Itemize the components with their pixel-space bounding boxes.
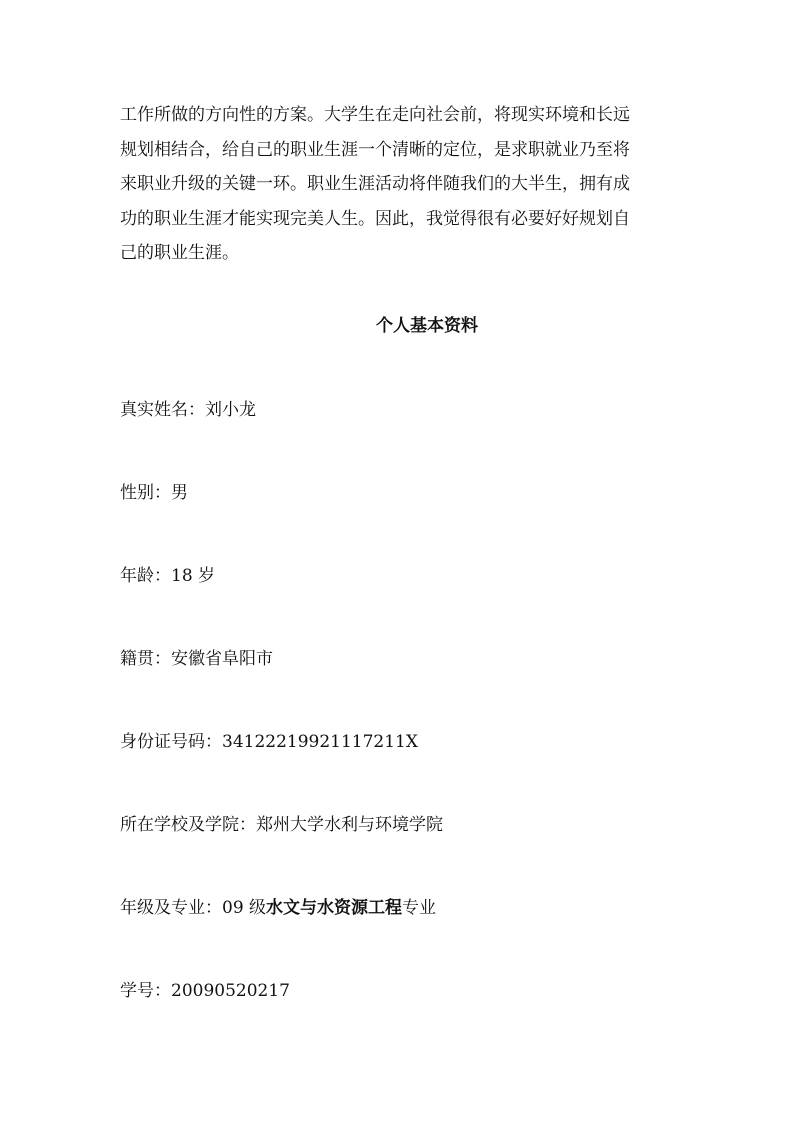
- field-id-number: [120, 728, 418, 756]
- field-value-major: 水文与水资源工程: [266, 898, 403, 918]
- field-label: 年级及专业：: [120, 898, 222, 918]
- field-value: 安徽省阜阳市: [171, 649, 273, 669]
- intro-line: 功的职业生涯才能实现完美人生。因此，我觉得很有必要好好规划自: [120, 208, 630, 229]
- intro-line: 己的职业生涯。: [120, 243, 239, 263]
- field-label: 所在学校及学院：: [120, 815, 256, 835]
- field-value-prefix: 09 级: [222, 898, 267, 918]
- field-value: 18 岁: [171, 566, 216, 586]
- field-label: 性别：: [120, 483, 171, 503]
- field-label: 真实姓名：: [120, 400, 205, 420]
- field-label: 年龄：: [120, 566, 171, 586]
- field-value: 刘小龙: [205, 400, 256, 420]
- field-school: [120, 811, 443, 839]
- field-gender: [120, 479, 188, 507]
- field-value-suffix: 专业: [402, 898, 437, 918]
- section-title: 个人基本资料: [376, 316, 478, 336]
- field-origin: [120, 645, 273, 673]
- field-label: 学号：: [120, 981, 171, 1001]
- field-value: 郑州大学水利与环境学院: [256, 815, 443, 835]
- intro-line: 规划相结合，给自己的职业生涯一个清晰的定位，是求职就业乃至将: [120, 139, 630, 160]
- field-value: 男: [171, 483, 188, 503]
- field-name: [120, 396, 256, 424]
- field-age: [120, 562, 215, 590]
- field-student-id: [120, 977, 290, 1005]
- field-value: 34122219921117211X: [222, 732, 418, 752]
- field-major: [120, 894, 436, 922]
- intro-paragraph: [120, 98, 680, 271]
- field-label: 身份证号码：: [120, 732, 222, 752]
- field-label: 籍贯：: [120, 649, 171, 669]
- field-value: 20090520217: [171, 981, 290, 1001]
- intro-line: 工作所做的方向性的方案。大学生在走向社会前，将现实环境和长远: [120, 105, 630, 125]
- intro-line: 来职业升级的关键一环。职业生涯活动将伴随我们的大半生，拥有成: [120, 174, 630, 194]
